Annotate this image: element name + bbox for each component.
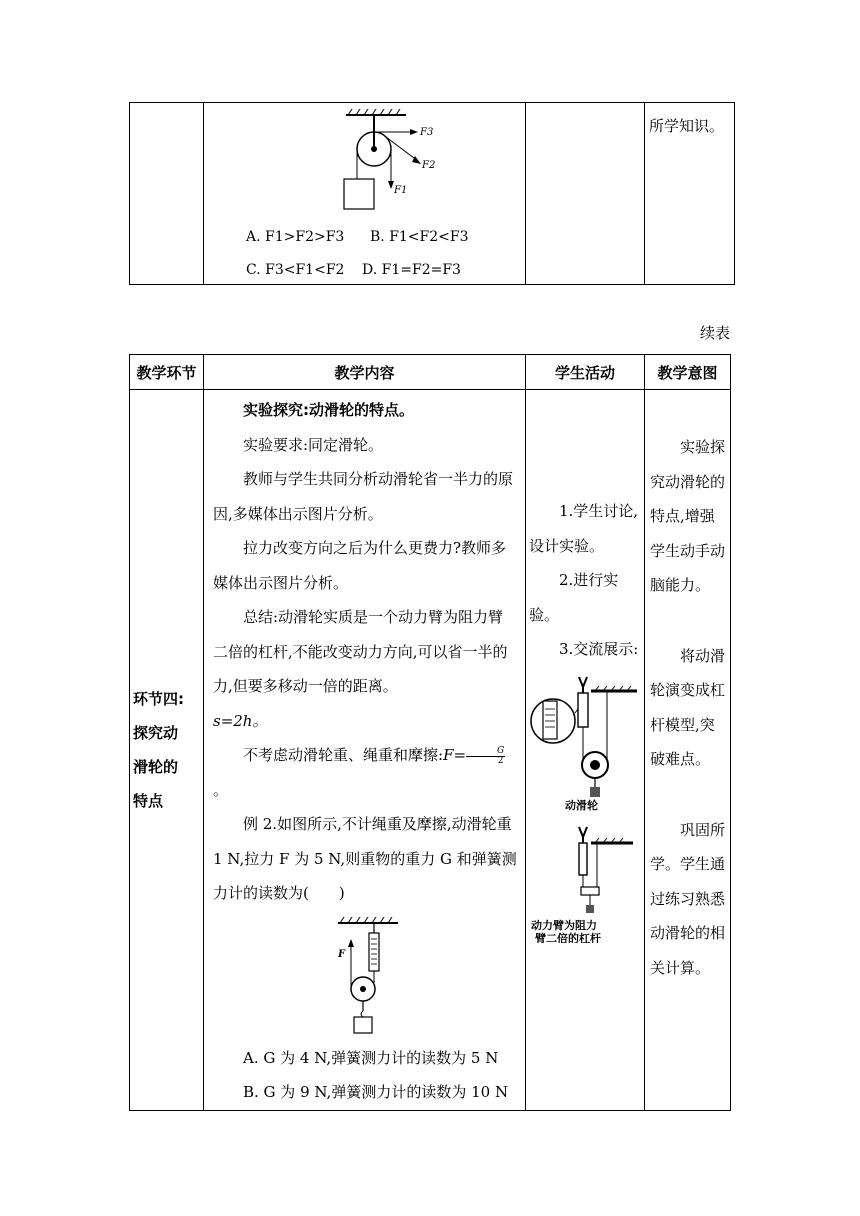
activity-item-1: 1.学生讨论,设计实验。: [529, 502, 639, 555]
fraction: $\frac{G}{2}$: [466, 747, 505, 766]
photo-caption-2a: 动力臂为阻力: [531, 918, 597, 932]
option-c: C. F3<F1<F2: [246, 262, 345, 278]
top-content-cell: [204, 103, 526, 285]
stage-line-2: 探究动: [133, 723, 179, 742]
stage-line-4: 特点: [133, 791, 164, 810]
header-intent: 教学意图: [645, 355, 731, 390]
force-f-label: F: [338, 948, 346, 960]
activity-cell: [526, 390, 645, 1111]
intent-tail: 所学知识。: [649, 117, 725, 135]
header-stage: 教学环节: [130, 355, 204, 390]
intent-block-3: 巩固所学。学生通过练习熟悉动滑轮的相关计算。: [650, 820, 726, 977]
header-activity: 学生活动: [526, 355, 645, 390]
formula-f: 不考虑动滑轮重、绳重和摩擦:F= $\frac{G}{2}$ 。: [213, 745, 505, 799]
example-2: 例 2.如图所示,不计绳重及摩擦,动滑轮重 1 N,拉力 F 为 5 N,则重物的重力 G 和弹簧测力计的读数为( ): [213, 815, 517, 902]
fixed-pulley-figure: [336, 109, 456, 219]
photo-caption-2b: 臂二倍的杠杆: [535, 931, 601, 943]
lever-photo: [529, 825, 641, 943]
top-table: [129, 102, 735, 285]
analysis-1: 教师与学生共同分析动滑轮省一半力的原因,多媒体出示图片分析。: [213, 470, 514, 523]
top-intent-cell: [645, 103, 735, 285]
experiment-title: 实验探究:动滑轮的特点。: [243, 401, 414, 419]
header-content: 教学内容: [204, 355, 526, 390]
example-option-b: B. G 为 9 N,弹簧测力计的读数为 10 N: [243, 1083, 509, 1101]
analysis-2: 拉力改变方向之后为什么更费力?教师多媒体出示图片分析。: [213, 539, 507, 592]
top-stage-cell: [130, 103, 204, 285]
content-cell: [204, 390, 526, 1111]
option-d: D. F1=F2=F3: [362, 262, 461, 278]
option-a: A. F1>F2>F3: [246, 229, 345, 245]
main-table: [129, 354, 731, 1111]
top-activity-cell: [526, 103, 645, 285]
continued-label: 续表: [699, 324, 730, 342]
formula-s: s=2h。: [213, 711, 268, 730]
movable-pulley-photo: [529, 673, 641, 811]
activity-item-3: 3.交流展示:: [559, 640, 639, 658]
stage-line-1: 环节四:: [133, 689, 184, 708]
f2-label: F2: [422, 160, 436, 171]
summary: 总结:动滑轮实质是一个动力臂为阻力臂二倍的杠杆,不能改变动力方向,可以省一半的力,但要多移动一倍的距离。: [213, 608, 508, 695]
experiment-requirement: 实验要求:同定滑轮。: [243, 435, 384, 454]
intent-block-1: 实验探究动滑轮的特点,增强学生动手动脑能力。: [650, 438, 726, 594]
f3-label: F3: [420, 127, 434, 138]
stage-line-3: 滑轮的: [133, 757, 179, 776]
movable-pulley-figure: [318, 917, 438, 1037]
intent-cell: [645, 390, 731, 1111]
photo-caption-1: 动滑轮: [565, 798, 598, 811]
option-b: B. F1<F2<F3: [370, 229, 469, 245]
stage-cell: [130, 390, 204, 1111]
example-option-a: A. G 为 4 N,弹簧测力计的读数为 5 N: [243, 1048, 499, 1067]
activity-item-2: 2.进行实验。: [529, 571, 619, 624]
intent-block-2: 将动滑轮演变成杠杆模型,突破难点。: [650, 646, 726, 768]
f1-label: F1: [394, 185, 408, 196]
